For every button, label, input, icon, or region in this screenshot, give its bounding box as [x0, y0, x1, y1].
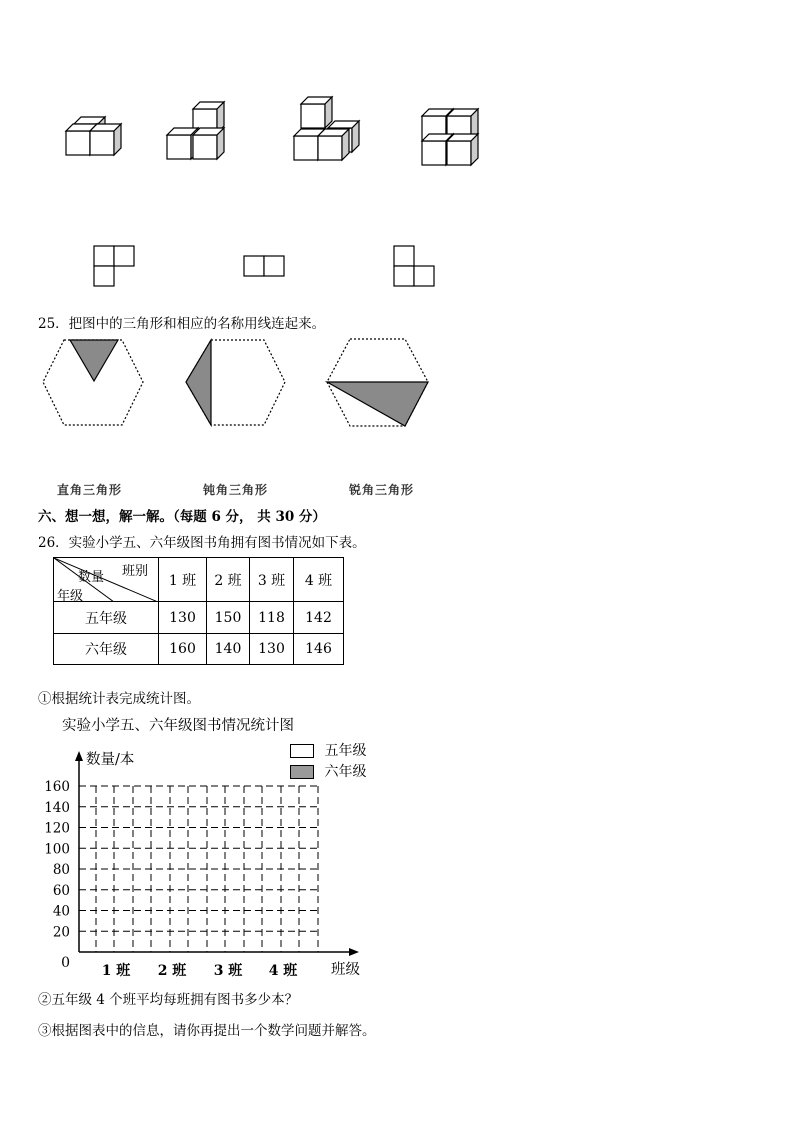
bar-chart [0, 740, 420, 990]
row-label-grade6: 六年级 [54, 634, 159, 665]
table-cell: 140 [207, 634, 250, 665]
question-25-text: 25．把图中的三角形和相应的名称用线连起来。 [38, 316, 326, 332]
legend-label: 五年级 [324, 743, 367, 759]
books-table [53, 557, 344, 665]
table-corner-cell [54, 558, 159, 602]
y-axis-arrow [75, 751, 83, 761]
table-cell: 130 [250, 634, 294, 665]
hexagon-3 [327, 339, 428, 426]
sub-question-3: ③根据图表中的信息，请你再提出一个数学问题并解答。 [38, 1023, 376, 1039]
cube-figure-3 [294, 97, 359, 160]
table-header-cell: 3 班 [250, 558, 294, 602]
table-cell: 150 [207, 602, 250, 634]
x-tick-label: 3 班 [213, 963, 243, 979]
y-tick-label: 160 [44, 779, 70, 795]
row-label-grade5: 五年级 [54, 602, 159, 634]
cube-figure-4 [422, 109, 478, 165]
cube-figure-1 [66, 117, 121, 155]
legend-label: 六年级 [324, 764, 367, 780]
table-cell: 146 [294, 634, 344, 665]
y-tick-label: 140 [44, 799, 70, 816]
table-row [54, 634, 344, 665]
label-acute-triangle: 锐角三角形 [349, 483, 415, 497]
sub-question-1: ①根据统计表完成统计图。 [38, 691, 200, 707]
y-tick-label: 100 [44, 841, 70, 858]
sub-question-2: ②五年级 4 个班平均每班拥有图书多少本？ [38, 992, 299, 1008]
view-shape-1 [94, 246, 134, 286]
x-axis-label: 班级 [331, 962, 360, 978]
hexagon-2 [186, 340, 285, 425]
x-axis-arrow [349, 948, 359, 956]
x-tick-label: 1 班 [101, 963, 131, 979]
view-shape-3 [394, 246, 434, 286]
table-header-cell: 4 班 [294, 558, 344, 602]
x-tick-label: 2 班 [157, 963, 187, 979]
y-tick-label: 20 [52, 924, 70, 941]
y-tick-label: 120 [44, 820, 70, 837]
view-shape-2 [244, 256, 284, 276]
corner-label-grade: 年级 [57, 589, 84, 604]
section-6-heading: 六、想一想，解一解。（每题 6 分， 共 30 分） [38, 509, 326, 525]
y-tick-label: 40 [52, 903, 70, 920]
table-cell: 130 [159, 602, 207, 634]
table-row [54, 602, 344, 634]
cube-figure-2 [167, 102, 224, 159]
table-cell: 118 [250, 602, 294, 634]
table-header-cell: 1 班 [159, 558, 207, 602]
corner-label-quantity: 数量 [78, 570, 105, 585]
y-tick-label: 80 [52, 862, 70, 878]
label-right-triangle: 直角三角形 [57, 483, 123, 497]
question-26-intro: 26．实验小学五、六年级图书角拥有图书情况如下表。 [38, 535, 366, 551]
table-cell: 142 [294, 602, 344, 634]
hexagon-1 [43, 340, 143, 425]
y-axis-label: 数量/本 [86, 752, 135, 768]
table-cell: 160 [159, 634, 207, 665]
x-tick-label: 4 班 [268, 963, 298, 979]
table-header-cell: 2 班 [207, 558, 250, 602]
chart-title: 实验小学五、六年级图书情况统计图 [62, 718, 294, 734]
cube-figures [0, 90, 794, 290]
label-obtuse-triangle: 钝角三角形 [203, 483, 269, 497]
hexagon-figures [0, 330, 794, 435]
y-tick-label: 0 [61, 955, 70, 971]
y-tick-label: 60 [52, 882, 70, 899]
corner-label-class: 班别 [122, 564, 149, 579]
